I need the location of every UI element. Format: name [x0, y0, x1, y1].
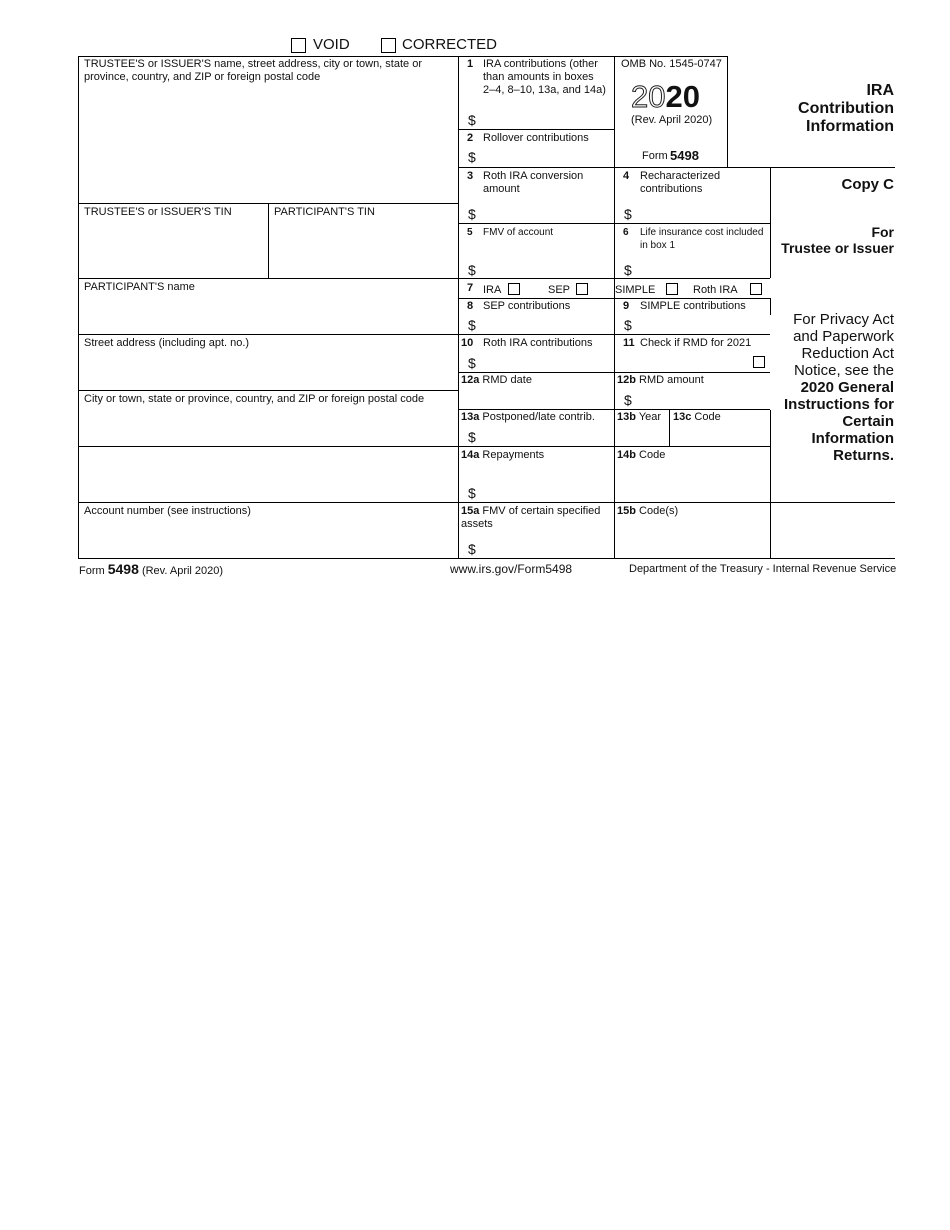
form-top-border — [78, 56, 728, 57]
box5-label: FMV of account — [483, 227, 554, 238]
participant-name-field[interactable] — [80, 296, 456, 332]
box1-amount-field[interactable] — [480, 110, 610, 128]
account-number-field[interactable] — [80, 520, 456, 556]
form-word: Form — [642, 150, 668, 162]
box7-roth-checkbox[interactable] — [750, 283, 762, 295]
box9-dollar: $ — [624, 317, 632, 333]
box3-amount-field[interactable] — [480, 205, 610, 222]
box13c-label: 13c Code — [673, 411, 721, 423]
box2-label: Rollover contributions — [483, 132, 589, 144]
trustee-name-address-field[interactable] — [80, 86, 456, 201]
box5-amount-field[interactable] — [480, 260, 610, 277]
box9-label: SIMPLE contributions — [640, 300, 746, 312]
tax-year: 2020 — [631, 79, 700, 114]
participant-name-label: PARTICIPANT'S name — [84, 281, 195, 293]
box3-label: Roth IRA conversion amount — [483, 170, 584, 195]
box6-number: 6 — [623, 227, 629, 238]
box10-dollar: $ — [468, 355, 476, 371]
form-title: IRA Contribution Information — [798, 82, 894, 135]
box15b-label: 15b Code(s) — [617, 505, 679, 517]
box8-amount-field[interactable] — [480, 315, 610, 333]
blank-field[interactable] — [80, 448, 456, 500]
box12b-dollar: $ — [624, 392, 632, 408]
box15a-dollar: $ — [468, 541, 476, 557]
participant-tin-field[interactable] — [270, 220, 456, 276]
void-checkbox[interactable] — [291, 38, 306, 53]
box14a-dollar: $ — [468, 485, 476, 501]
box7-simple-checkbox[interactable] — [666, 283, 678, 295]
box8-number: 8 — [467, 300, 474, 312]
box6-amount-field[interactable] — [636, 260, 766, 277]
box8-dollar: $ — [468, 317, 476, 333]
box10-label: Roth IRA contributions — [483, 337, 593, 349]
box15a-label: 15a FMV of certain specified assets — [461, 505, 601, 530]
box7-ira-checkbox[interactable] — [508, 283, 520, 295]
box2-dollar: $ — [468, 149, 476, 165]
footer-url: www.irs.gov/Form5498 — [450, 562, 573, 576]
street-address-field[interactable] — [80, 352, 456, 388]
box12b-label: 12b RMD amount — [617, 374, 704, 386]
box7-roth-label: Roth IRA — [693, 284, 738, 296]
box10-amount-field[interactable] — [480, 353, 610, 371]
box3-dollar: $ — [468, 206, 476, 222]
participant-tin-label: PARTICIPANT'S TIN — [274, 206, 375, 218]
box13b-year-field[interactable] — [616, 426, 668, 445]
box1-number: 1 — [467, 58, 474, 70]
box9-number: 9 — [623, 300, 630, 312]
omb-number: OMB No. 1545-0747 — [621, 58, 722, 70]
box6-label: Life insurance cost included in box 1 — [640, 227, 764, 251]
box15a-amount-field[interactable] — [480, 539, 610, 557]
box9-amount-field[interactable] — [636, 315, 766, 333]
privacy-notice: For Privacy Act and Paperwork Reduction Act Notice, see the 2020 General Instructions for Certain Information Returns. — [783, 311, 894, 464]
box13c-code-field[interactable] — [671, 426, 768, 445]
box14a-amount-field[interactable] — [480, 483, 610, 501]
box13a-dollar: $ — [468, 429, 476, 445]
box13b-label: 13b Year — [617, 411, 662, 423]
form-revision: (Rev. April 2020) — [631, 114, 713, 126]
trustee-tin-label: TRUSTEE'S or ISSUER'S TIN — [84, 206, 232, 218]
footer-form-id: Form 5498 (Rev. April 2020) — [79, 561, 224, 577]
account-number-label: Account number (see instructions) — [84, 505, 251, 517]
box10-number: 10 — [461, 337, 474, 349]
box2-number: 2 — [467, 132, 474, 144]
street-address-label: Street address (including apt. no.) — [84, 337, 250, 349]
box1-dollar: $ — [468, 112, 476, 128]
form-left-border — [78, 56, 79, 558]
box7-simple-label: SIMPLE — [615, 284, 656, 296]
footer-department: Department of the Treasury - Internal Revenue Service — [629, 563, 897, 575]
box2-amount-field[interactable] — [480, 148, 610, 166]
box5-dollar: $ — [468, 262, 476, 278]
form-bottom-border — [78, 558, 895, 559]
city-state-zip-field[interactable] — [80, 408, 456, 444]
box4-dollar: $ — [624, 206, 632, 222]
box14b-label: 14b Code — [617, 449, 666, 461]
box7-ira-label: IRA — [483, 284, 502, 296]
box6-dollar: $ — [624, 262, 632, 278]
copy-recipient: For Trustee or Issuer — [781, 224, 894, 256]
box12a-date-field[interactable] — [460, 388, 612, 408]
box12b-amount-field[interactable] — [636, 390, 766, 408]
box4-amount-field[interactable] — [636, 205, 766, 222]
box15b-codes-field[interactable] — [616, 520, 768, 557]
box7-number: 7 — [467, 282, 474, 294]
box11-label: Check if RMD for 2021 — [640, 337, 752, 349]
corrected-label: CORRECTED — [402, 36, 498, 53]
box11-checkbox[interactable] — [753, 356, 765, 368]
box7-sep-checkbox[interactable] — [576, 283, 588, 295]
box4-label: Recharacterized contributions — [640, 170, 721, 195]
box1-label: IRA contributions (other than amounts in boxes 2–4, 8–10, 13a, and 14a) — [483, 58, 606, 96]
corrected-checkbox[interactable] — [381, 38, 396, 53]
box13a-label: 13a Postponed/late contrib. — [461, 411, 595, 423]
form-number: 5498 — [670, 148, 699, 163]
trustee-tin-field[interactable] — [80, 220, 266, 276]
box5-number: 5 — [467, 227, 473, 238]
box11-number: 11 — [623, 337, 635, 349]
box14a-label: 14a Repayments — [461, 449, 545, 461]
box14b-code-field[interactable] — [616, 464, 768, 501]
city-state-zip-label: City or town, state or province, country, and ZIP or foreign postal code — [84, 393, 425, 405]
box12a-label: 12a RMD date — [461, 374, 532, 386]
box4-number: 4 — [623, 170, 630, 182]
box13a-amount-field[interactable] — [480, 427, 610, 445]
box7-sep-label: SEP — [548, 284, 571, 296]
box8-label: SEP contributions — [483, 300, 571, 312]
void-label: VOID — [313, 36, 350, 53]
box3-number: 3 — [467, 170, 474, 182]
copy-label: Copy C — [841, 176, 894, 193]
trustee-name-address-label: TRUSTEE'S or ISSUER'S name, street address, city or town, state or province, country, and ZIP or foreign postal code — [84, 58, 422, 83]
